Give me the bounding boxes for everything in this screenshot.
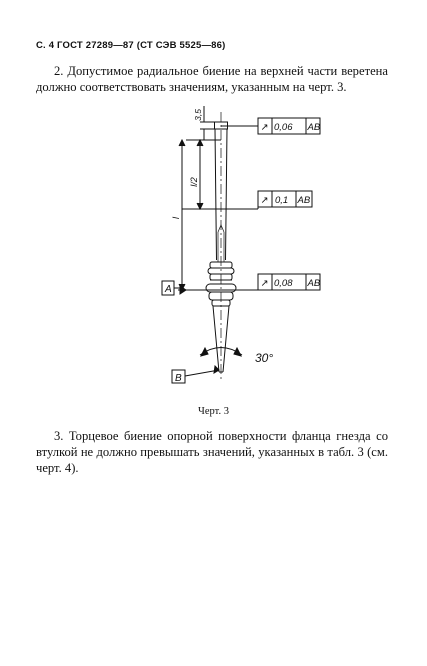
datum-a-label: A: [165, 284, 172, 295]
angle-label: 30°: [255, 351, 274, 365]
runout-symbol-3: ↗: [260, 278, 269, 289]
dim-half-label: l/2: [189, 177, 199, 187]
tolerance-datum-1: AB: [307, 122, 321, 133]
tolerance-datum-2: AB: [297, 195, 311, 206]
runout-symbol-2: ↗: [260, 195, 269, 206]
tolerance-datum-3: AB: [307, 278, 321, 289]
page-header: С. 4 ГОСТ 27289—87 (СТ СЭВ 5525—86): [36, 40, 226, 51]
paragraph-text: 3. Торцевое биение опорной поверхности фланца гнезда со втулкой не должно превышать значений, указанных в табл. 3 (см. черт. 4).: [36, 429, 388, 475]
dim-top-label: 3,5: [193, 109, 203, 121]
tolerance-value-2: 0,1: [275, 195, 289, 206]
tolerance-value-1: 0,06: [274, 122, 293, 133]
dim-full-label: l: [171, 217, 181, 219]
paragraph-face-runout: [36, 428, 388, 476]
datum-b-label: B: [175, 373, 182, 384]
runout-symbol-1: ↗: [260, 122, 269, 133]
tolerance-value-3: 0,08: [274, 278, 293, 289]
figure-caption: Черт. 3: [198, 406, 229, 417]
paragraph-text: 2. Допустимое радиальное биение на верхней части веретена должно соответствовать значениям, указанным на черт. 3.: [36, 64, 388, 94]
